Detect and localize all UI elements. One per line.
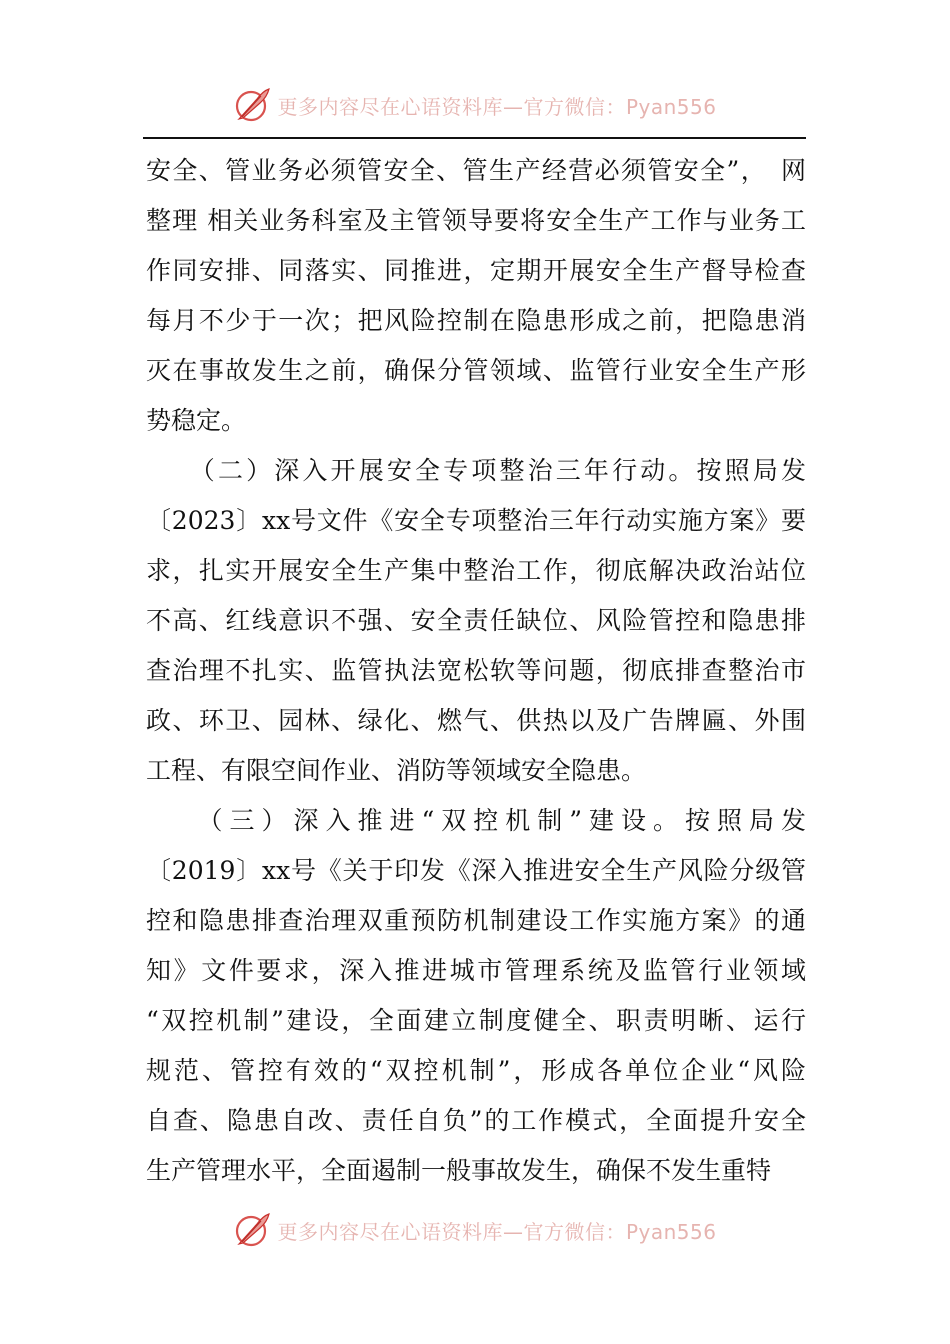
text-line: 每月不少于一次；把风险控制在隐患形成之前，把隐患消: [146, 306, 806, 335]
text-line: 〔2019〕xx号《关于印发《深入推进安全生产风险分级管: [146, 856, 806, 885]
text-line: 生产管理水平，全面遏制一般事故发生，确保不发生重特: [146, 1156, 772, 1185]
text-line: 政、环卫、园林、绿化、燃气、供热以及广告牌匾、外围: [146, 706, 806, 735]
text-line: 整理 相关业务科室及主管领导要将安全生产工作与业务工: [146, 206, 806, 235]
quill-logo-icon: [233, 85, 273, 125]
text-line: 不高、红线意识不强、安全责任缺位、风险管控和隐患排: [146, 606, 806, 635]
text-line: 查治理不扎实、监管执法宽松软等问题，彻底排查整治市: [146, 656, 806, 685]
quill-logo-icon: [233, 1210, 273, 1250]
text-line: 势稳定。: [146, 406, 247, 435]
text-line: 自查、隐患自改、责任自负”的工作模式，全面提升安全: [146, 1106, 806, 1135]
text-line: 作同安排、同落实、同推进，定期开展安全生产督导检查: [146, 256, 806, 285]
text-line: 求，扎实开展安全生产集中整治工作，彻底解决政治站位: [146, 556, 806, 585]
text-line: 灭在事故发生之前，确保分管领域、监管行业安全生产形: [146, 356, 806, 385]
watermark-text: 更多内容尽在心语资料库—官方微信：Pyan556: [277, 1219, 717, 1244]
document-body: [146, 146, 806, 1196]
text-line: 知》文件要求，深入推进城市管理系统及监管行业领域: [146, 956, 806, 985]
text-line: （三）深入推进“双控机制”建设。按照局发: [146, 806, 806, 835]
header-banner: [0, 83, 950, 127]
text-line: （二）深入开展安全专项整治三年行动。按照局发: [146, 456, 806, 485]
footer-banner: [0, 1208, 950, 1252]
text-line: 规范、管控有效的“双控机制”，形成各单位企业“风险: [146, 1056, 806, 1085]
text-line: 安全、管业务必须管安全、管生产经营必须管安全”， 网: [146, 156, 806, 185]
text-line: 工程、有限空间作业、消防等领域安全隐患。: [146, 756, 647, 785]
watermark-text: 更多内容尽在心语资料库—官方微信：Pyan556: [277, 94, 717, 119]
text-line: 〔2023〕xx号文件《安全专项整治三年行动实施方案》要: [146, 506, 806, 535]
text-line: “双控机制”建设，全面建立制度健全、职责明晰、运行: [146, 1006, 806, 1035]
header-divider: [143, 137, 806, 139]
text-line: 控和隐患排查治理双重预防机制建设工作实施方案》的通: [146, 906, 806, 935]
